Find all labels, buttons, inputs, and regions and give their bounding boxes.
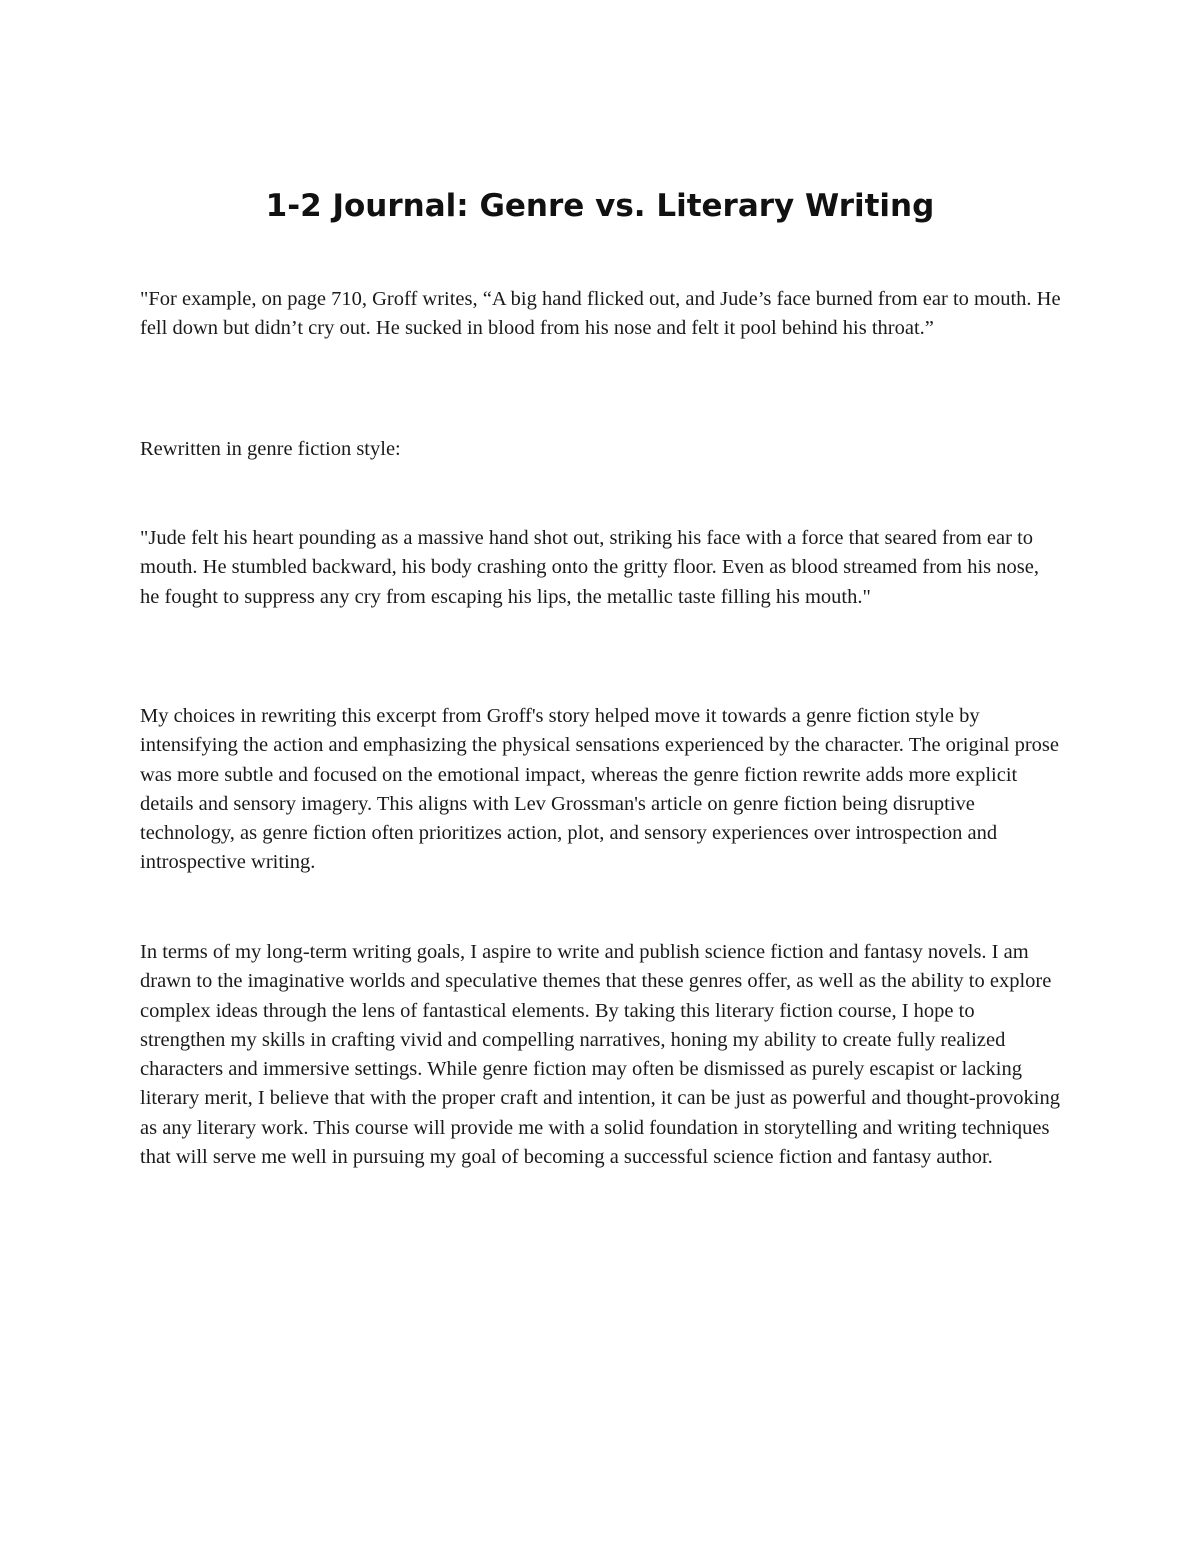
paragraph-genre-rewrite: "Jude felt his heart pounding as a massive hand shot out, striking his face with a force that seared from ear to mouth. He stumbled backward, his body crashing onto the gritty floor. Even as blood streamed from his nose, he fought to suppress any cry from escaping his lips, the metallic taste filling his mouth.": [140, 527, 1039, 608]
paragraph-rewriting-choices: My choices in rewriting this excerpt from Groff's story helped move it towards a genre fiction style by intensifying the action and emphasizing the physical sensations experienced by the character. The original prose was more subtle and focused on the emotional impact, whereas the genre fiction rewrite adds more explicit details and sensory imagery. This aligns with Lev Grossman's article on genre fiction being disruptive technology, as genre fiction often prioritizes action, plot, and sensory experiences over introspection and introspective writing.: [140, 705, 1059, 874]
paragraph-original-quote: "For example, on page 710, Groff writes, “A big hand flicked out, and Jude’s face burned from ear to mouth. He fell down but didn’t cry out. He sucked in blood from his nose and felt it pool behind his throat.”: [140, 288, 1061, 340]
paragraph-rewrite-label: Rewritten in genre fiction style:: [140, 438, 401, 460]
document-title: 1-2 Journal: Genre vs. Literary Writing: [265, 188, 935, 224]
paragraph-writing-goals: In terms of my long-term writing goals, I aspire to write and publish science fiction and fantasy novels. I am drawn to the imaginative worlds and speculative themes that these genres offer, as well as the ability to explore complex ideas through the lens of fantastical elements. By taking this literary fiction course, I hope to strengthen my skills in crafting vivid and compelling narratives, honing my ability to create fully realized characters and immersive settings. While genre fiction may often be dismissed as purely escapist or lacking literary merit, I believe that with the proper craft and intention, it can be just as powerful and thought-provoking as any literary work. This course will provide me with a solid foundation in storytelling and writing techniques that will serve me well in pursuing my goal of becoming a successful science fiction and fantasy author.: [140, 941, 1060, 1169]
